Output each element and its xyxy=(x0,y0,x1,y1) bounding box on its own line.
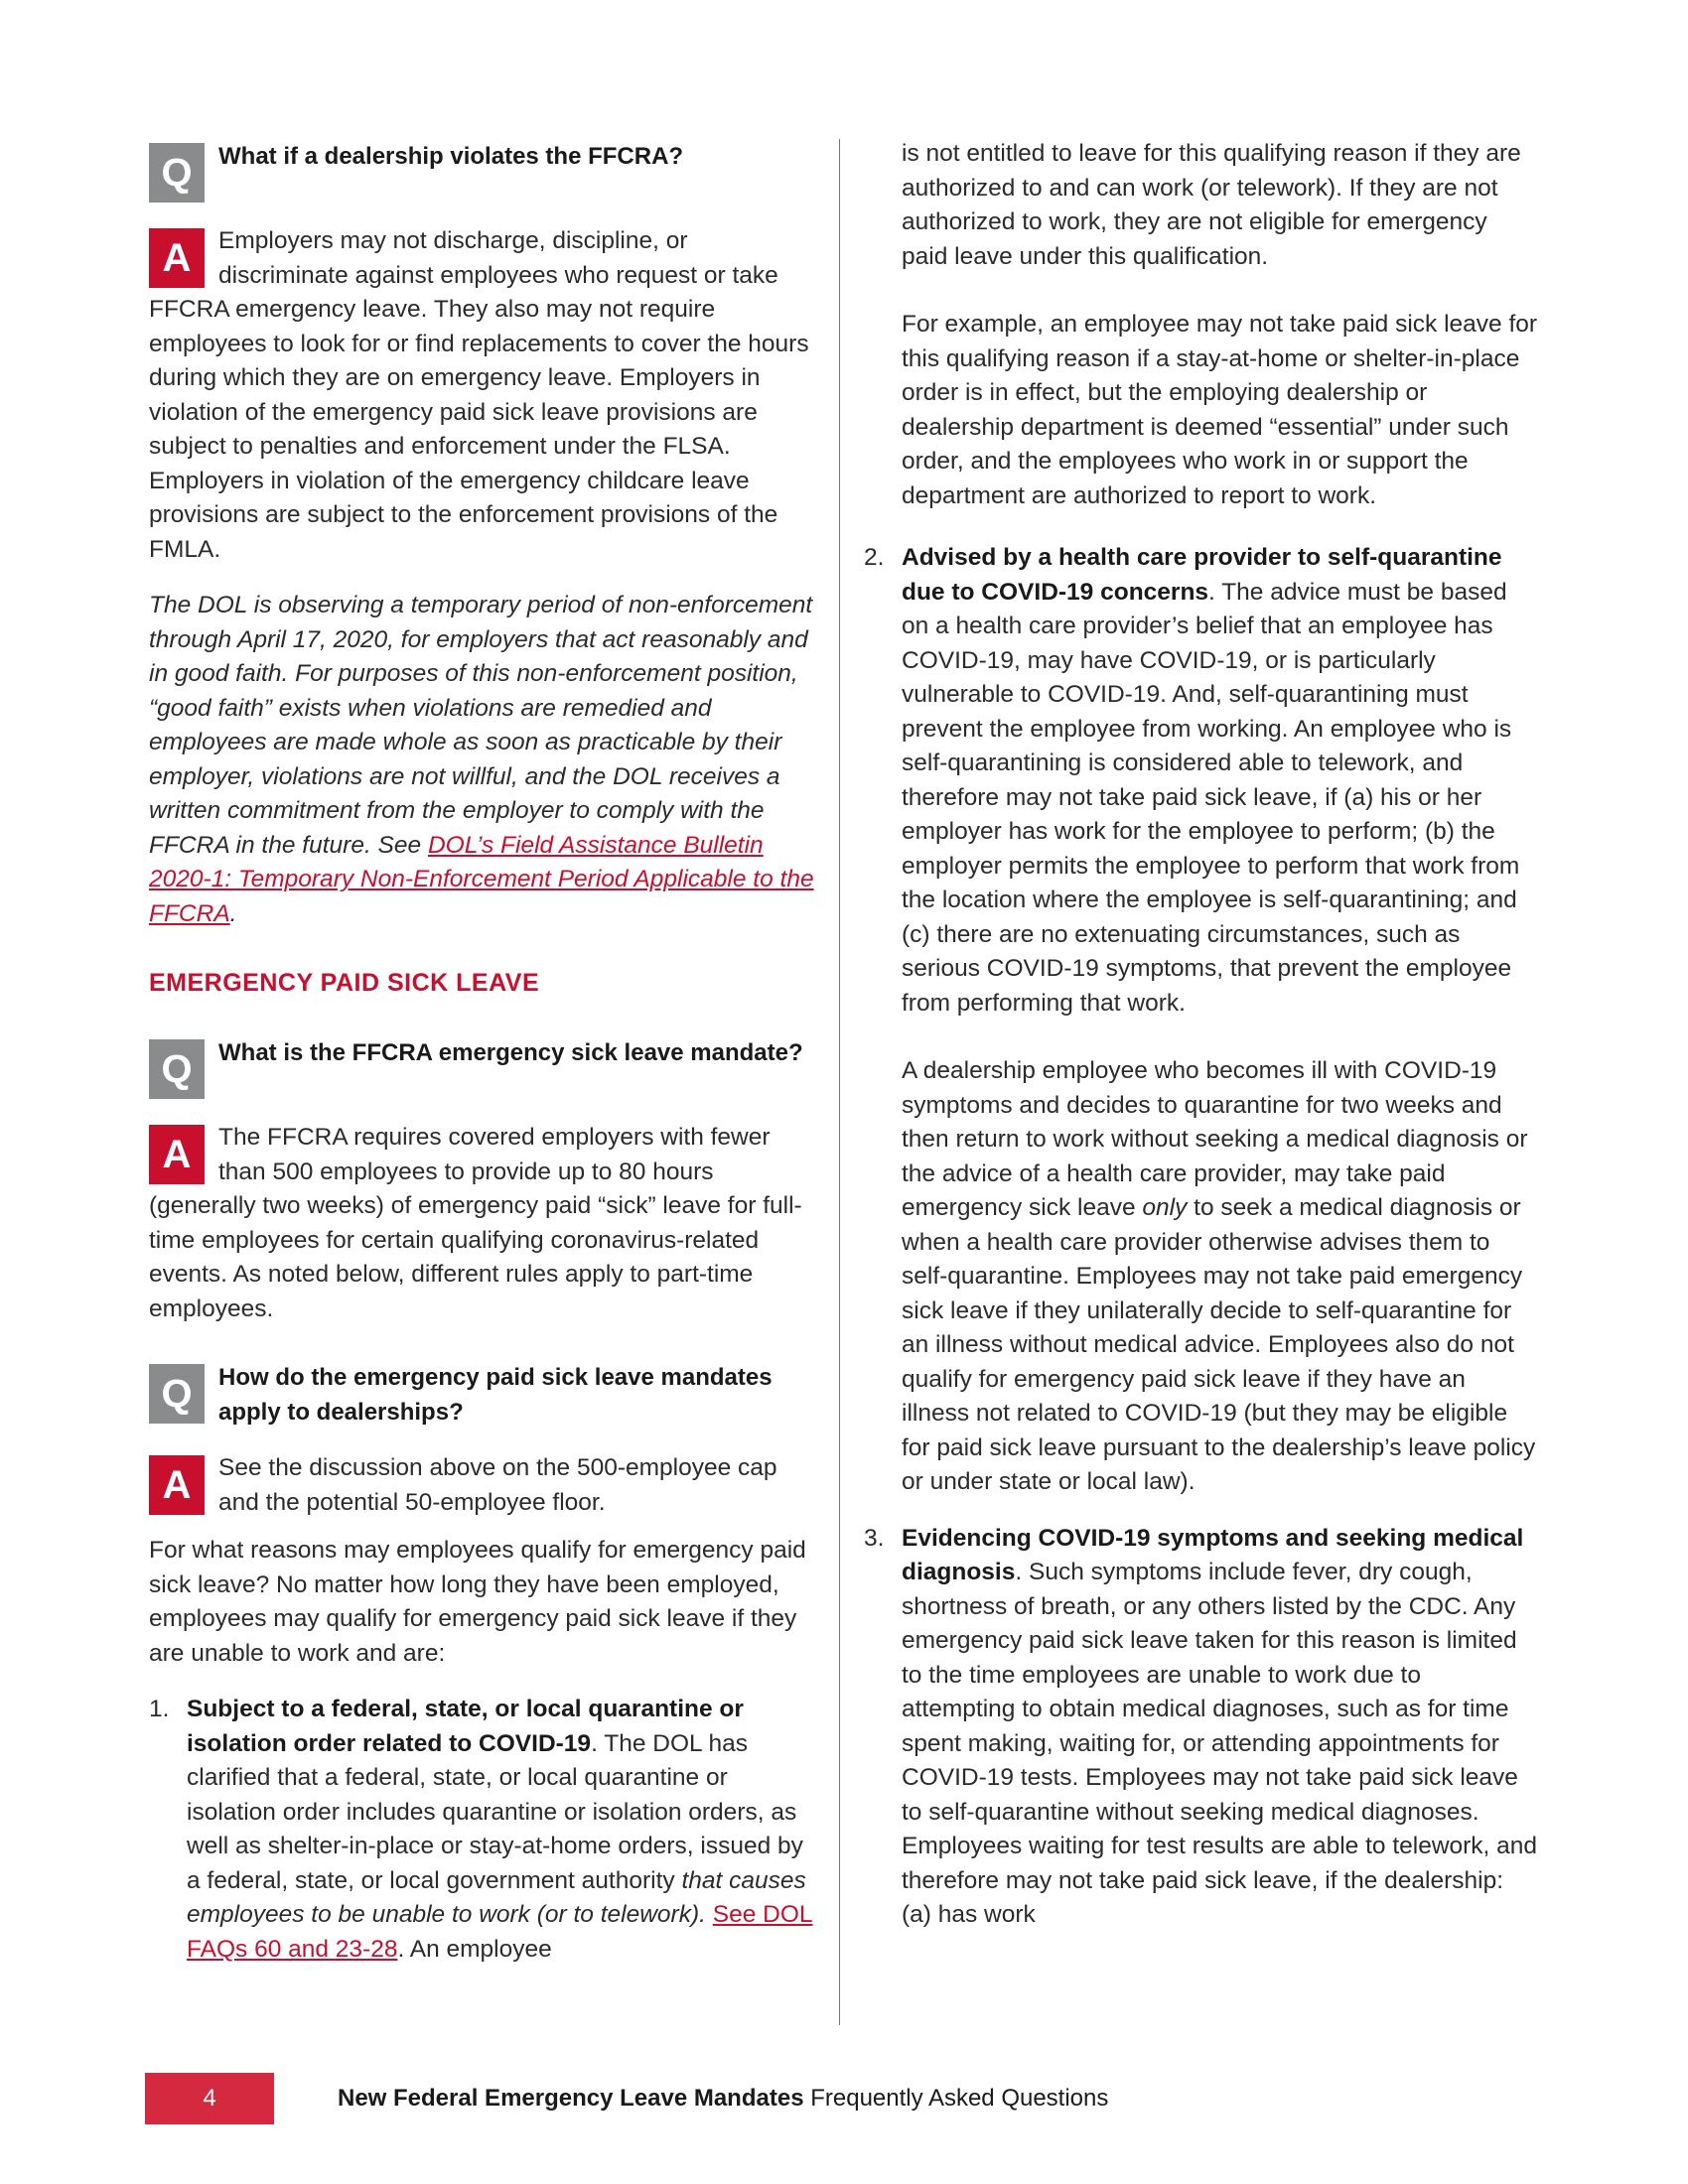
item-italic: that causes employees to be unable to work (or to telework). xyxy=(187,1866,806,1928)
dol-faqs-link[interactable]: See DOL FAQs 60 and 23-28 xyxy=(187,1901,813,1963)
non-enforcement-text: The DOL is observing a temporary period of non-enforcement through April 17, 2020, for employers that act reasonably and in good faith. For purposes of this non-enforcement position, “good faith” exists when violations are remedied and employees are made whole as soon as practicable by their employer, violations are not willful, and the DOL receives a written commitment from the employer to comply with the FFCRA in the future. See xyxy=(149,592,813,859)
item-text: . Such symptoms include fever, dry cough, shortness of breath, or any others listed by the CDC. Any emergency paid sick leave taken for this reason is limited to the time employees are unable to work due to attempting to obtain medical diagnoses, such as for time spent making, waiting for, or attending appointments for COVID-19 tests. Employees may not take paid sick leave to self-quarantine without seeking medical diagnoses. Employees waiting for test results are able to telework, and therefore may not take paid sick leave, if the dealership: (a) has work xyxy=(902,1559,1538,1928)
item-heading: Advised by a health care provider to self-quarantine due to COVID-19 concerns xyxy=(902,544,1502,606)
answer-paragraph: The FFCRA requires covered employers with fewer than 500 employees to provide up to 80 hours (generally two weeks) of emergency paid “sick” leave for full-time employees for certain qualifying coronavirus-related events. As noted below, different rules apply to part-time employees. xyxy=(149,1124,802,1322)
q-badge: Q xyxy=(149,1364,205,1424)
qualifying-reasons-intro: For what reasons may employees qualify for emergency paid sick leave? No matter how long they have been employed, employees may qualify for emergency paid sick leave if they are unable to work and are: xyxy=(149,1537,806,1667)
question-block xyxy=(149,1360,814,1430)
list-item xyxy=(149,1693,814,1967)
column-divider xyxy=(839,139,840,2025)
answer-paragraph: Employers may not discharge, discipline, or discriminate against employees who request or take FFCRA emergency leave. They also may not require employees to look for or find replacements to cover the hours during which they are on emergency leave. Employers in violation of the emergency paid sick leave provisions are subject to penalties and enforcement under the FLSA. Employers in violation of the emergency childcare leave provisions are subject to the enforcement provisions of the FMLA. xyxy=(149,227,809,563)
list-number: 3. xyxy=(864,1524,885,1552)
qualifying-reasons-list xyxy=(149,1693,814,1967)
space xyxy=(706,1901,713,1928)
answer-block xyxy=(149,224,814,567)
question-block xyxy=(149,139,814,203)
list-item xyxy=(864,541,1539,1500)
continued-paragraph: is not entitled to leave for this qualifying reason if they are authorized to and can work (or telework). If they are not authorized to work, they are not eligible for emergency paid leave under this qualification. xyxy=(902,140,1521,270)
footer-title-rest: Frequently Asked Questions xyxy=(803,2085,1109,2112)
a-badge: A xyxy=(149,1125,205,1184)
item-text: to seek a medical diagnosis or when a health care provider otherwise advises them to self-quarantine. Employees may not take paid emergency sick leave if they unilaterally decide to self-quarantine for an illness without medical advice. Employees also do not qualify for emergency paid sick leave if they have an illness not related to COVID-19 (but they may be eligible for paid sick leave pursuant to the dealership’s leave policy or under state or local law). xyxy=(902,1194,1536,1495)
a-badge: A xyxy=(149,228,205,288)
question-text: What is the FFCRA emergency sick leave mandate? xyxy=(218,1039,803,1066)
footer-title-bold: New Federal Emergency Leave Mandates xyxy=(338,2085,804,2112)
section-heading: EMERGENCY PAID SICK LEAVE xyxy=(149,969,540,997)
qualifying-reasons-list-continued xyxy=(864,541,1539,1933)
item-paragraph xyxy=(902,1054,1539,1500)
item-text: . The advice must be based on a health care provider’s belief that an employee has COVID-19, may have COVID-19, or is particularly vulnerable to COVID-19. And, self-quarantining must prevent the employee from working. An employee who is self-quarantining is considered able to telework, and therefore may not take paid sick leave, if (a) his or her employer has work for the employee to perform; (b) the employer permits the employee to perform that work from the location where the employee is self-quarantining; and (c) there are no extenuating circumstances, such as serious COVID-19 symptoms, that prevent the employee from performing that work. xyxy=(902,578,1520,1017)
question-block xyxy=(149,1035,814,1099)
example-paragraph: For example, an employee may not take paid sick leave for this qualifying reason if a stay-at-home or shelter-in-place order is in effect, but the employing dealership or dealership department is deemed “essential” under such order, and the employees who work in or support the department are authorized to report to work. xyxy=(902,311,1538,509)
q-badge: Q xyxy=(149,1039,205,1099)
item-text: A dealership employee who becomes ill with COVID-19 symptoms and decides to quarantine for two weeks and then return to work without seeking a medical diagnosis or the advice of a health care provider, may take paid emergency sick leave xyxy=(902,1057,1528,1221)
field-assistance-bulletin-link[interactable]: DOL’s Field Assistance Bulletin 2020-1: Temporary Non-Enforcement Period Applicable to the FFCRA xyxy=(149,831,814,927)
item-heading: Evidencing COVID-19 symptoms and seeking medical diagnosis xyxy=(902,1524,1524,1585)
q-badge: Q xyxy=(149,143,205,203)
list-number: 2. xyxy=(864,544,885,571)
item-italic: only xyxy=(1142,1194,1188,1221)
question-text: How do the emergency paid sick leave mandates apply to dealerships? xyxy=(218,1364,773,1426)
list-number: 1. xyxy=(149,1696,170,1722)
footer-title xyxy=(338,2073,1108,2124)
page-number: 4 xyxy=(203,2085,216,2112)
answer-block xyxy=(149,1121,814,1326)
left-column xyxy=(149,139,814,1988)
question-text: What if a dealership violates the FFCRA? xyxy=(218,143,684,170)
answer-paragraph: See the discussion above on the 500-employee cap and the potential 50-employee floor. xyxy=(218,1454,777,1516)
right-column xyxy=(864,137,1539,1955)
a-badge: A xyxy=(149,1455,205,1515)
item-heading: Subject to a federal, state, or local quarantine or isolation order related to COVID-19 xyxy=(187,1696,744,1757)
answer-block xyxy=(149,1451,814,1520)
list-item xyxy=(864,1522,1539,1933)
sentence-end: . xyxy=(229,899,237,927)
item-text: . The DOL has clarified that a federal, state, or local quarantine or isolation order includes quarantine or isolation orders, as well as shelter-in-place or stay-at-home orders, issued by a federal, state, or local government authority xyxy=(187,1729,803,1894)
item-text-end: . An employee xyxy=(397,1935,552,1963)
non-enforcement-paragraph xyxy=(149,589,814,931)
